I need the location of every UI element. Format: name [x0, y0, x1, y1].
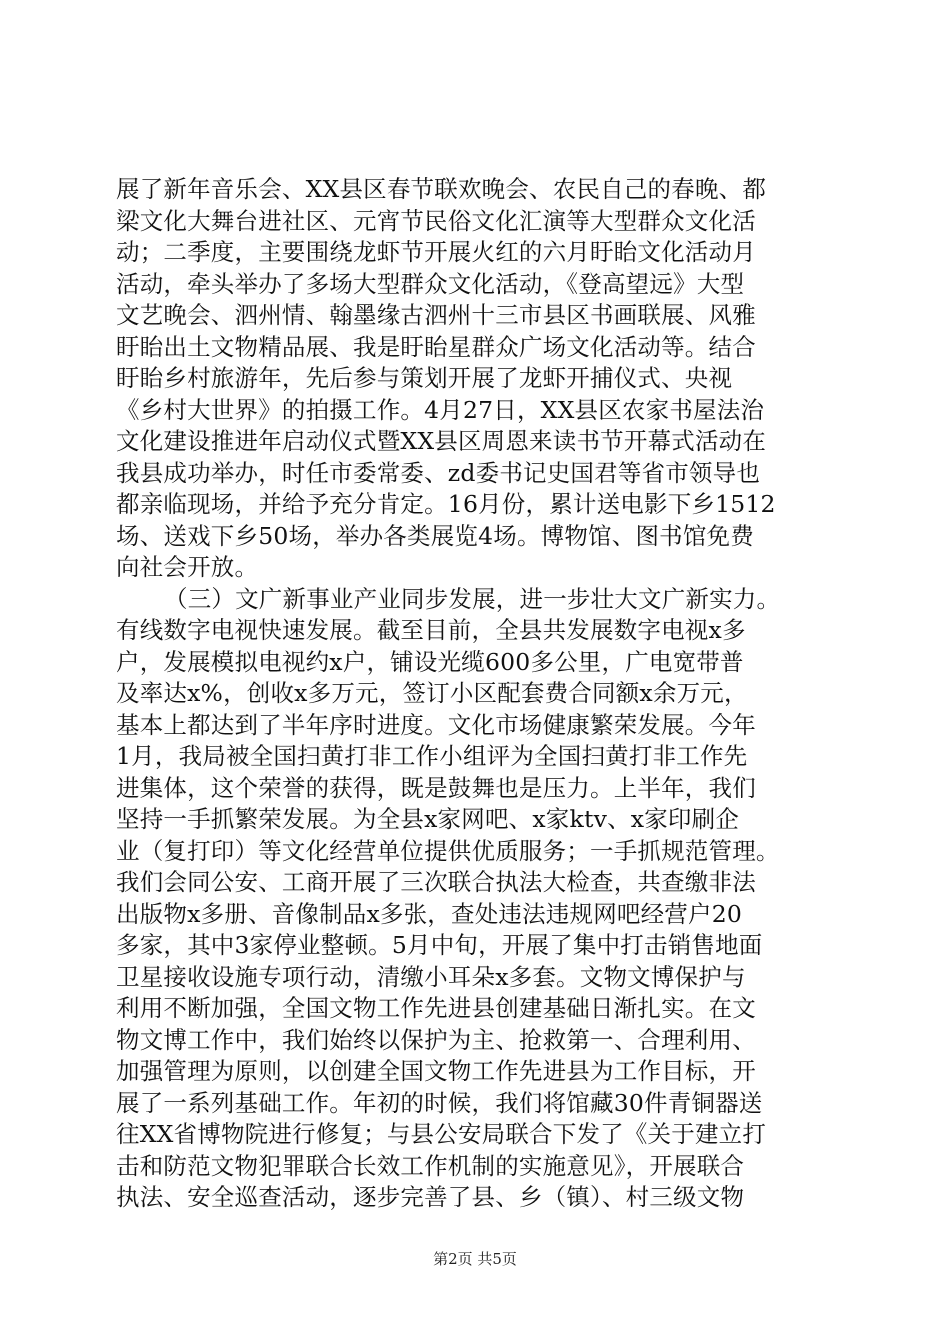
- text-line: 展了一系列基础工作。年初的时候，我们将馆藏30件青铜器送: [116, 1088, 763, 1117]
- text-line: 《乡村大世界》的拍摄工作。4月27日，XX县区农家书屋法治: [116, 395, 765, 424]
- text-line: 业（复打印）等文化经营单位提供优质服务；一手抓规范管理。: [116, 836, 780, 865]
- text-line: 卫星接收设施专项行动，清缴小耳朵x多套。文物文博保护与: [116, 962, 746, 991]
- text-line: 都亲临现场，并给予充分肯定。16月份，累计送电影下乡1512: [116, 490, 776, 518]
- text-line: 击和防范文物犯罪联合长效工作机制的实施意见》，开展联合: [116, 1151, 745, 1180]
- text-line: 向社会开放。: [116, 553, 259, 581]
- text-line: 1月，我局被全国扫黄打非工作小组评为全国扫黄打非工作先: [116, 742, 748, 770]
- page-footer: 第2页 共5页: [433, 1250, 517, 1268]
- text-line: 梁文化大舞台进社区、元宵节民俗文化汇演等大型群众文化活: [116, 206, 756, 235]
- text-line: 活动，牵头举办了多场大型群众文化活动，《登高望远》大型: [116, 269, 745, 298]
- text-line: 往XX省博物院进行修复；与县公安局联合下发了《关于建立打: [116, 1120, 767, 1148]
- text-line: 多家，其中3家停业整顿。5月中旬，开展了集中打击销售地面: [116, 931, 763, 959]
- text-line: 物文博工作中，我们始终以保护为主、抢救第一、合理利用、: [116, 1025, 756, 1054]
- text-line: 场、送戏下乡50场，举办各类展览4场。博物馆、图书馆免费: [116, 521, 754, 550]
- text-line: 展了新年音乐会、XX县区春节联欢晚会、农民自己的春晚、都: [116, 175, 767, 203]
- text-line: 进集体，这个荣誉的获得，既是鼓舞也是压力。上半年，我们: [116, 773, 756, 802]
- text-line: 盱眙出土文物精品展、我是盱眙星群众广场文化活动等。结合: [116, 332, 756, 361]
- text-line: 盱眙乡村旅游年，先后参与策划开展了龙虾开捕仪式、央视: [116, 364, 733, 392]
- text-line: 文艺晚会、泗州情、翰墨缘古泗州十三市县区书画联展、风雅: [116, 301, 756, 329]
- text-line: 基本上都达到了半年序时进度。文化市场健康繁荣发展。今年: [116, 710, 756, 739]
- text-line: 文化建设推进年启动仪式暨XX县区周恩来读书节开幕式活动在: [116, 427, 767, 455]
- text-line: 加强管理为原则，以创建全国文物工作先进县为工作目标，开: [116, 1057, 756, 1085]
- text-line: 坚持一手抓繁荣发展。为全县x家网吧、x家ktv、x家印刷企: [116, 805, 740, 833]
- text-line: 执法、安全巡查活动，逐步完善了县、乡（镇）、村三级文物: [116, 1183, 745, 1211]
- text-line: 利用不断加强，全国文物工作先进县创建基础日渐扎实。在文: [116, 994, 756, 1022]
- text-line: 我们会同公安、工商开展了三次联合执法大检查，共查缴非法: [116, 868, 756, 896]
- text-line: （三）文广新事业产业同步发展，进一步壮大文广新实力。: [164, 584, 781, 613]
- text-line: 户，发展模拟电视约x户，铺设光缆600多公里，广电宽带普: [116, 647, 744, 676]
- text-line: 我县成功举办，时任市委常委、zd委书记史国君等省市领导也: [116, 458, 761, 487]
- text-line: 有线数字电视快速发展。截至目前，全县共发展数字电视x多: [116, 616, 746, 644]
- text-line: 及率达x%，创收x多万元，签订小区配套费合同额x余万元，: [116, 679, 748, 707]
- text-line: 动；二季度，主要围绕龙虾节开展火红的六月盱眙文化活动月: [116, 238, 756, 266]
- text-line: 出版物x多册、音像制品x多张，查处违法违规网吧经营户20: [116, 899, 743, 928]
- document-body: [116, 174, 836, 1214]
